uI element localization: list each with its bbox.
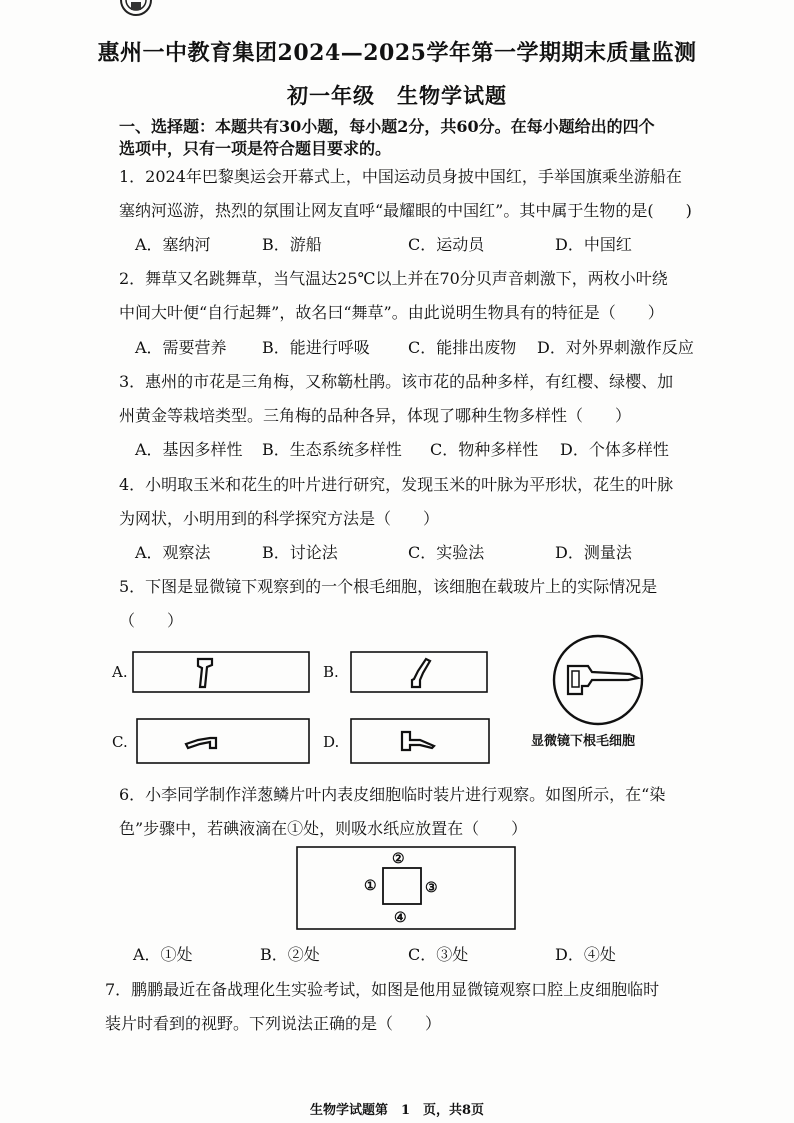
option-b: B．②处 [260, 945, 320, 964]
exam-title: 惠州一中教育集团2024—2025学年第一学期期末质量监测 [97, 40, 697, 66]
option-a: A．观察法 [135, 543, 211, 562]
option-d-cell-figure [350, 718, 490, 764]
question-3-options [0, 437, 794, 459]
option-a-cell-figure [132, 651, 310, 693]
option-c: C．物种多样性 [430, 440, 539, 459]
figure-label-d: D. [323, 733, 340, 751]
school-logo-icon [119, 0, 153, 22]
option-b: B．能进行呼吸 [262, 338, 370, 357]
figure-label-a: A. [112, 663, 128, 681]
option-b-cell-figure [350, 651, 488, 693]
question-6-line2: 色”步骤中，若碘液滴在①处，则吸水纸应放置在（ ） [119, 819, 528, 838]
microscope-cell-figure [552, 634, 644, 726]
option-d: D．个体多样性 [560, 440, 669, 459]
question-7-line2: 装片时看到的视野。下列说法正确的是（ ） [105, 1014, 442, 1033]
section-instructions-line1: 一、选择题：本题共有30小题，每小题2分，共60分。在每小题给出的四个 [119, 117, 655, 136]
figure-label-b: B. [323, 663, 339, 681]
option-d: D．对外界刺激作反应 [537, 338, 694, 357]
option-c: C．能排出废物 [408, 338, 517, 357]
question-5-line2: （ ） [119, 611, 184, 630]
option-c: C．运动员 [408, 235, 485, 254]
option-a: A．①处 [133, 945, 193, 964]
question-1-options [0, 232, 794, 254]
option-b: B．游船 [262, 235, 322, 254]
option-b: B．讨论法 [262, 543, 338, 562]
position-mark-3: ③ [425, 880, 438, 896]
question-4-options [0, 540, 794, 562]
option-a: A．基因多样性 [135, 440, 243, 459]
question-5-line1: 5．下图是显微镜下观察到的一个根毛细胞，该细胞在载玻片上的实际情况是 [119, 577, 658, 596]
question-2-options [0, 335, 794, 357]
question-6-options [0, 942, 794, 964]
option-c: C．实验法 [408, 543, 485, 562]
option-c-cell-figure [136, 718, 310, 764]
option-d: D．中国红 [555, 235, 632, 254]
option-a: A．需要营养 [135, 338, 227, 357]
option-c: C．③处 [408, 945, 469, 964]
microscope-figure-caption: 显微镜下根毛细胞 [531, 734, 636, 749]
question-4-line1: 4．小明取玉米和花生的叶片进行研究，发现玉米的叶脉为平形状，花生的叶脉 [119, 475, 674, 494]
question-2-line1: 2．舞草又名跳舞草，当气温达25℃以上并在70分贝声音刺激下，两枚小叶绕 [119, 269, 668, 288]
option-a: A．塞纳河 [135, 235, 211, 254]
question-3-line1: 3．惠州的市花是三角梅，又称簕杜鹃。该市花的品种多样，有红樱、绿樱、加 [119, 372, 674, 391]
option-d: D．测量法 [555, 543, 632, 562]
position-mark-1: ① [364, 878, 377, 894]
option-d: D．④处 [555, 945, 616, 964]
figure-label-c: C. [112, 733, 128, 751]
question-1-line2: 塞纳河巡游，热烈的氛围让网友直呼“最耀眼的中国红”。其中属于生物的是( ) [119, 201, 692, 220]
question-6-line1: 6．小李同学制作洋葱鳞片叶内表皮细胞临时装片进行观察。如图所示，在“染 [119, 785, 666, 804]
question-1-line1: 1．2024年巴黎奥运会开幕式上，中国运动员身披中国红，手举国旗乘坐游船在 [119, 167, 682, 186]
position-mark-2: ② [392, 851, 405, 867]
question-3-line2: 州黄金等栽培类型。三角梅的品种各异，体现了哪种生物多样性（ ） [119, 406, 632, 425]
question-7-line1: 7．鹏鹏最近在备战理化生实验考试，如图是他用显微镜观察口腔上皮细胞临时 [105, 980, 660, 999]
page-footer: 生物学试题第 1 页，共8页 [309, 1103, 485, 1118]
option-b: B．生态系统多样性 [262, 440, 402, 459]
exam-subtitle: 初一年级 生物学试题 [287, 83, 507, 108]
position-mark-4: ④ [394, 910, 407, 926]
question-4-line2: 为网状，小明用到的科学探究方法是（ ） [119, 509, 440, 528]
section-instructions-line2: 选项中，只有一项是符合题目要求的。 [119, 139, 392, 158]
question-2-line2: 中间大叶便“自行起舞”，故名曰“舞草”。由此说明生物具有的特征是（ ） [119, 303, 664, 322]
